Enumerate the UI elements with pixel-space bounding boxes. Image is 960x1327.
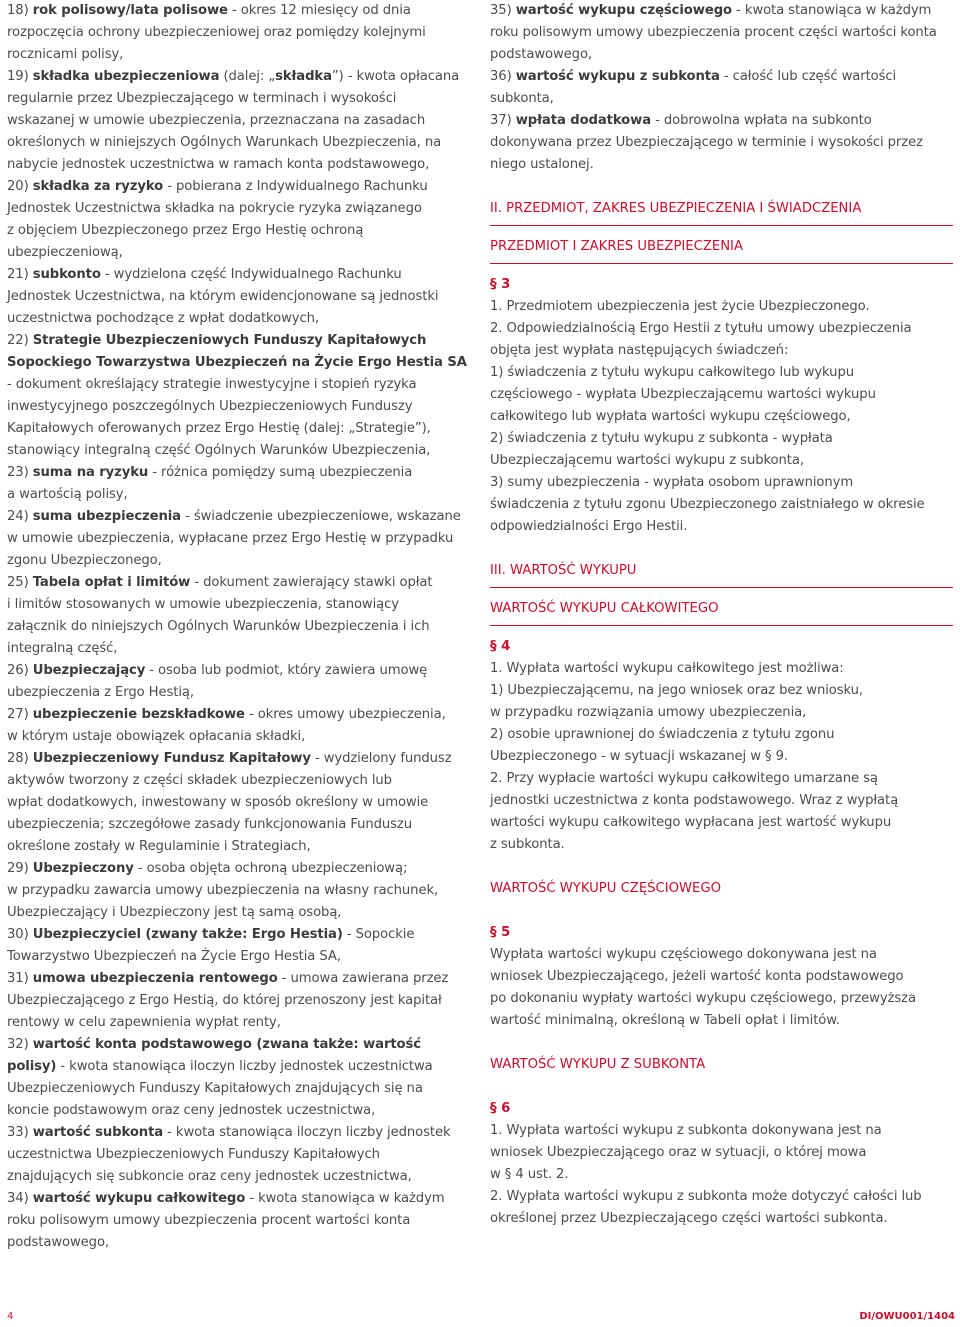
text-run: - okres 12 miesięcy od dnia	[227, 3, 411, 18]
text-line	[7, 968, 475, 990]
text-line: 1. Wypłata wartości wykupu z subkonta dokonywana jest na	[490, 1123, 882, 1138]
text-line	[7, 154, 475, 176]
text-line	[7, 880, 475, 902]
text-line: wniosek Ubezpieczającego, jeżeli wartość konta podstawowego	[490, 969, 904, 984]
text-run: 27)	[7, 707, 33, 722]
text-line	[7, 110, 475, 132]
defined-term: składka	[275, 69, 332, 84]
text-line: Wypłata wartości wykupu częściowego dokonywana jest na	[490, 947, 877, 962]
text-run: 28)	[7, 751, 33, 766]
page-number: 4	[7, 1311, 14, 1322]
text-line	[7, 1232, 475, 1254]
text-run: 32)	[7, 1037, 33, 1052]
text-line: 1. Przedmiotem ubezpieczenia jest życie Ubezpieczonego.	[490, 299, 870, 314]
text-run: - kwota stanowiąca w każdym	[245, 1191, 445, 1206]
text-line	[7, 748, 475, 770]
text-run: uczestnictwa pochodzące z wpłat dodatkowych,	[7, 311, 319, 326]
text-line	[7, 418, 475, 440]
text-run: regularnie przez Ubezpieczającego w terminach i wysokości	[7, 91, 397, 106]
text-run: a wartością polisy,	[7, 487, 128, 502]
text-line: częściowego - wypłata Ubezpieczającemu wartości wykupu	[490, 387, 876, 402]
text-line	[7, 528, 475, 550]
subsection-scope-title: PRZEDMIOT I ZAKRES UBEZPIECZENIA	[490, 239, 743, 254]
text-line: po dokonaniu wypłaty wartości wykupu częściowego, przewyższa	[490, 991, 916, 1006]
paragraph-6-mark: § 6	[490, 1101, 511, 1116]
text-line	[490, 110, 955, 132]
text-line	[7, 440, 475, 462]
text-line	[7, 1166, 475, 1188]
right-column	[490, 0, 955, 1230]
defined-term: Ubezpieczający	[32, 663, 146, 678]
text-run: - okres umowy ubezpieczenia,	[244, 707, 446, 722]
text-run: ”) - kwota opłacana	[331, 69, 460, 84]
text-run: - pobierana z Indywidualnego Rachunku	[163, 179, 428, 194]
text-run: 34)	[7, 1191, 33, 1206]
text-run: inwestycyjnego poszczególnych Ubezpieczeniowych Funduszy	[7, 399, 413, 414]
text-run: 36)	[490, 69, 516, 84]
text-run: - kwota stanowiąca iloczyn liczby jednostek	[163, 1125, 451, 1140]
text-line: objęta jest wypłata następujących świadczeń:	[490, 343, 789, 358]
text-run: 19)	[7, 69, 33, 84]
text-run: 31)	[7, 971, 33, 986]
text-run: określone zostały w Regulaminie i Strategiach,	[7, 839, 311, 854]
paragraph-3-mark: § 3	[490, 277, 511, 292]
defined-term: subkonto	[32, 267, 101, 282]
text-run: - kwota stanowiąca iloczyn liczby jednostek uczestnictwa	[56, 1059, 433, 1074]
text-line: 2) świadczenia z tytułu wykupu z subkonta - wypłata	[490, 431, 833, 446]
text-line	[7, 1188, 475, 1210]
paragraph-5-body	[490, 944, 955, 1032]
text-run: zgonu Ubezpieczonego,	[7, 553, 162, 568]
defined-term: Sopockiego Towarzystwa Ubezpieczeń na Życie Ergo Hestia SA	[7, 355, 467, 370]
subsection-full-title: WARTOŚĆ WYKUPU CAŁKOWITEGO	[490, 601, 719, 616]
text-run: 26)	[7, 663, 33, 678]
text-line	[7, 990, 475, 1012]
text-line	[7, 902, 475, 924]
defined-term: Tabela opłat i limitów	[32, 575, 191, 590]
text-run: - świadczenie ubezpieczeniowe, wskazane	[181, 509, 461, 524]
text-line: Ubezpieczonego - w sytuacji wskazanej w § 9.	[490, 749, 788, 764]
text-line: 2. Przy wypłacie wartości wykupu całkowitego umarzane są	[490, 771, 878, 786]
defined-term: umowa ubezpieczenia rentowego	[32, 971, 278, 986]
text-run: aktywów tworzony z części składek ubezpieczeniowych lub	[7, 773, 392, 788]
text-line	[7, 1144, 475, 1166]
text-run: 18)	[7, 3, 33, 18]
text-line	[490, 0, 955, 22]
text-run: roku polisowym umowy ubezpieczenia procent części wartości konta	[490, 25, 937, 40]
defined-term: wartość wykupu z subkonta	[515, 69, 720, 84]
text-line	[7, 132, 475, 154]
definitions-continued	[490, 0, 955, 176]
text-run: stanowiący integralną część Ogólnych Warunków Ubezpieczenia,	[7, 443, 431, 458]
text-line: 3) sumy ubezpieczenia - wypłata osobom uprawnionym	[490, 475, 854, 490]
text-run: - osoba objęta ochroną ubezpieczeniową;	[133, 861, 408, 876]
text-line	[7, 242, 475, 264]
text-line	[7, 946, 475, 968]
text-line	[7, 1056, 475, 1078]
text-line: całkowitego lub wypłata wartości wykupu częściowego,	[490, 409, 851, 424]
text-run: - umowa zawierana przez	[277, 971, 449, 986]
text-line	[7, 374, 475, 396]
text-run: - dokument zawierający stawki opłat	[190, 575, 433, 590]
text-run: wskazanej w umowie ubezpieczenia, przeznaczana na zasadach	[7, 113, 426, 128]
text-run: załącznik do niniejszych Ogólnych Warunków Ubezpieczenia i ich	[7, 619, 430, 634]
text-run: w przypadku zawarcia umowy ubezpieczenia na własny rachunek,	[7, 883, 439, 898]
text-line	[7, 594, 475, 616]
text-run: podstawowego,	[7, 1235, 110, 1250]
text-line	[7, 396, 475, 418]
text-run: - dokument określający strategie inwestycyjne i stopień ryzyka	[7, 377, 417, 392]
text-line	[7, 616, 475, 638]
text-line	[7, 1210, 475, 1232]
text-line	[490, 132, 955, 154]
text-line	[7, 814, 475, 836]
text-line	[7, 286, 475, 308]
defined-term: wartość wykupu częściowego	[515, 3, 732, 18]
section-2-title: II. PRZEDMIOT, ZAKRES UBEZPIECZENIA I ŚWIADCZENIA	[490, 201, 862, 216]
text-line: jednostki uczestnictwa z konta podstawowego. Wraz z wypłatą	[490, 793, 899, 808]
text-line	[490, 44, 955, 66]
text-line	[7, 22, 475, 44]
defined-term: wpłata dodatkowa	[515, 113, 652, 128]
text-run: 24)	[7, 509, 33, 524]
text-run: Ubezpieczającego z Ergo Hestią, do której przenoszony jest kapitał	[7, 993, 442, 1008]
text-line	[7, 1012, 475, 1034]
text-line	[7, 704, 475, 726]
text-line	[7, 550, 475, 572]
text-run: 29)	[7, 861, 33, 876]
text-run: - różnica pomiędzy sumą ubezpieczenia	[148, 465, 413, 480]
text-run: integralną część,	[7, 641, 118, 656]
text-run: - Sopockie	[342, 927, 415, 942]
text-run: dokonywana przez Ubezpieczającego w terminie i wysokości przez	[490, 135, 923, 150]
text-run: Ubezpieczeniowych Funduszy Kapitałowych znajdujących się na	[7, 1081, 423, 1096]
text-line	[7, 308, 475, 330]
text-line	[7, 66, 475, 88]
text-run: - całość lub część wartości	[719, 69, 897, 84]
text-line	[490, 66, 955, 88]
text-run: Jednostek Uczestnictwa, na którym ewidencjonowane są jednostki	[7, 289, 439, 304]
defined-term: rok polisowy/lata polisowe	[32, 3, 228, 18]
text-run: wpłat dodatkowych, inwestowany w sposób określony w umowie	[7, 795, 429, 810]
text-line: 1) świadczenia z tytułu wykupu całkowitego lub wykupu	[490, 365, 854, 380]
defined-term: ubezpieczenie bezskładkowe	[32, 707, 245, 722]
defined-term: Strategie Ubezpieczeniowych Funduszy Kapitałowych	[32, 333, 427, 348]
text-run: (dalej: „	[219, 69, 276, 84]
text-line: 1. Wypłata wartości wykupu całkowitego jest możliwa:	[490, 661, 844, 676]
text-run: - wydzielona część Indywidualnego Rachunku	[100, 267, 402, 282]
text-run: rentowy w celu zapewnienia wypłat renty,	[7, 1015, 281, 1030]
text-line: świadczenia z tytułu zgonu Ubezpieczonego zaistniałego w okresie	[490, 497, 925, 512]
text-run: ubezpieczenia; szczegółowe zasady funkcjonowania Funduszu	[7, 817, 413, 832]
text-line: wartość minimalną, określoną w Tabeli opłat i limitów.	[490, 1013, 840, 1028]
subsection-subaccount-title: WARTOŚĆ WYKUPU Z SUBKONTA	[490, 1057, 706, 1072]
text-run: - kwota stanowiąca w każdym	[732, 3, 932, 18]
text-line: określonej przez Ubezpieczającego części wartości subkonta.	[490, 1211, 888, 1226]
text-line	[7, 352, 475, 374]
text-line: wniosek Ubezpieczającego oraz w sytuacji, o której mowa	[490, 1145, 867, 1160]
subsection-partial-title: WARTOŚĆ WYKUPU CZĘŚCIOWEGO	[490, 881, 721, 896]
text-line	[7, 506, 475, 528]
text-run: Towarzystwo Ubezpieczeń na Życie Ergo Hestia SA,	[7, 949, 341, 964]
text-run: 20)	[7, 179, 33, 194]
text-run: znajdujących się subkoncie oraz ceny jednostek uczestnictwa,	[7, 1169, 412, 1184]
defined-term: polisy)	[7, 1059, 57, 1074]
left-column	[7, 0, 475, 1254]
paragraph-6-body	[490, 1120, 955, 1230]
text-line: w przypadku rozwiązania umowy ubezpieczenia,	[490, 705, 807, 720]
text-run: 33)	[7, 1125, 33, 1140]
text-run: w umowie ubezpieczenia, wypłacane przez Ergo Hestię w przypadku	[7, 531, 454, 546]
text-run: niego ustalonej.	[490, 157, 594, 172]
text-line	[7, 0, 475, 22]
text-run: 23)	[7, 465, 33, 480]
text-line	[490, 154, 955, 176]
text-line	[7, 682, 475, 704]
text-run: roku polisowym umowy ubezpieczenia procent wartości konta	[7, 1213, 411, 1228]
defined-term: suma ubezpieczenia	[32, 509, 181, 524]
text-line	[7, 176, 475, 198]
text-run: 35)	[490, 3, 516, 18]
text-run: podstawowego,	[490, 47, 593, 62]
text-line: wartości wykupu całkowitego wypłacana jest wartość wykupu	[490, 815, 892, 830]
paragraph-3-body	[490, 296, 955, 538]
paragraph-4-body	[490, 658, 955, 856]
text-line	[490, 88, 955, 110]
text-run: - osoba lub podmiot, który zawiera umowę	[145, 663, 428, 678]
text-line: Ubezpieczającemu wartości wykupu z subkonta,	[490, 453, 804, 468]
text-line	[7, 638, 475, 660]
text-line	[7, 660, 475, 682]
text-line	[7, 726, 475, 748]
text-line	[7, 198, 475, 220]
text-run: w którym ustaje obowiązek opłacania składki,	[7, 729, 306, 744]
text-line: 2) osobie uprawnionej do świadczenia z tytułu zgonu	[490, 727, 835, 742]
text-run: rozpoczęcia ochrony ubezpieczeniowej oraz pomiędzy kolejnymi	[7, 25, 426, 40]
text-line	[7, 264, 475, 286]
text-line	[7, 330, 475, 352]
text-line	[490, 22, 955, 44]
text-run: - dobrowolna wpłata na subkonto	[651, 113, 872, 128]
text-run: i limitów stosowanych w umowie ubezpieczenia, stanowiący	[7, 597, 400, 612]
text-line	[7, 924, 475, 946]
text-line	[7, 858, 475, 880]
text-run: Ubezpieczający i Ubezpieczony jest tą samą osobą,	[7, 905, 342, 920]
text-line	[7, 88, 475, 110]
document-code: DI/OWU001/1404	[859, 1311, 955, 1322]
text-run: z objęciem Ubezpieczonego przez Ergo Hestię ochroną	[7, 223, 364, 238]
text-run: - wydzielony fundusz	[310, 751, 452, 766]
defined-term: składka ubezpieczeniowa	[32, 69, 220, 84]
text-line	[7, 220, 475, 242]
text-line: 2. Wypłata wartości wykupu z subkonta może dotyczyć całości lub	[490, 1189, 922, 1204]
defined-term: Ubezpieczyciel (zwany także: Ergo Hestia)	[32, 927, 343, 942]
text-line	[7, 1100, 475, 1122]
text-line	[7, 572, 475, 594]
text-run: koncie podstawowym oraz ceny jednostek uczestnictwa,	[7, 1103, 376, 1118]
defined-term: Ubezpieczony	[32, 861, 134, 876]
text-line: 2. Odpowiedzialnością Ergo Hestii z tytułu umowy ubezpieczenia	[490, 321, 912, 336]
text-line	[7, 44, 475, 66]
text-line: 1) Ubezpieczającemu, na jego wniosek oraz bez wniosku,	[490, 683, 864, 698]
text-line	[7, 1034, 475, 1056]
text-run: 22)	[7, 333, 33, 348]
text-run: Jednostek Uczestnictwa składka na pokrycie ryzyka związanego	[7, 201, 422, 216]
section-3-title: III. WARTOŚĆ WYKUPU	[490, 563, 637, 578]
text-run: rocznicami polisy,	[7, 47, 124, 62]
defined-term: suma na ryzyku	[32, 465, 149, 480]
text-line	[7, 792, 475, 814]
text-run: 21)	[7, 267, 33, 282]
text-line	[7, 836, 475, 858]
text-run: nabycie jednostek uczestnictwa w ramach konta podstawowego,	[7, 157, 430, 172]
text-run: 37)	[490, 113, 516, 128]
defined-term: wartość subkonta	[32, 1125, 164, 1140]
text-run: 25)	[7, 575, 33, 590]
text-line: odpowiedzialności Ergo Hestii.	[490, 519, 688, 534]
text-run: uczestnictwa Ubezpieczeniowych Funduszy Kapitałowych	[7, 1147, 380, 1162]
text-run: określonych w niniejszych Ogólnych Warunkach Ubezpieczenia, na	[7, 135, 442, 150]
text-line: w § 4 ust. 2.	[490, 1167, 569, 1182]
text-run: subkonta,	[490, 91, 554, 106]
defined-term: wartość wykupu całkowitego	[32, 1191, 246, 1206]
paragraph-5-mark: § 5	[490, 925, 511, 940]
text-line	[7, 484, 475, 506]
text-run: 30)	[7, 927, 33, 942]
text-run: ubezpieczeniową,	[7, 245, 123, 260]
paragraph-4-mark: § 4	[490, 639, 511, 654]
text-run: Kapitałowych oferowanych przez Ergo Hestię (dalej: „Strategie”),	[7, 421, 431, 436]
defined-term: składka za ryzyko	[32, 179, 164, 194]
text-run: ubezpieczenia z Ergo Hestią,	[7, 685, 194, 700]
text-line	[7, 462, 475, 484]
defined-term: wartość konta podstawowego (zwana także: wartość	[32, 1037, 421, 1052]
text-line	[7, 770, 475, 792]
text-line	[7, 1078, 475, 1100]
text-line	[7, 1122, 475, 1144]
text-line: z subkonta.	[490, 837, 565, 852]
defined-term: Ubezpieczeniowy Fundusz Kapitałowy	[32, 751, 311, 766]
